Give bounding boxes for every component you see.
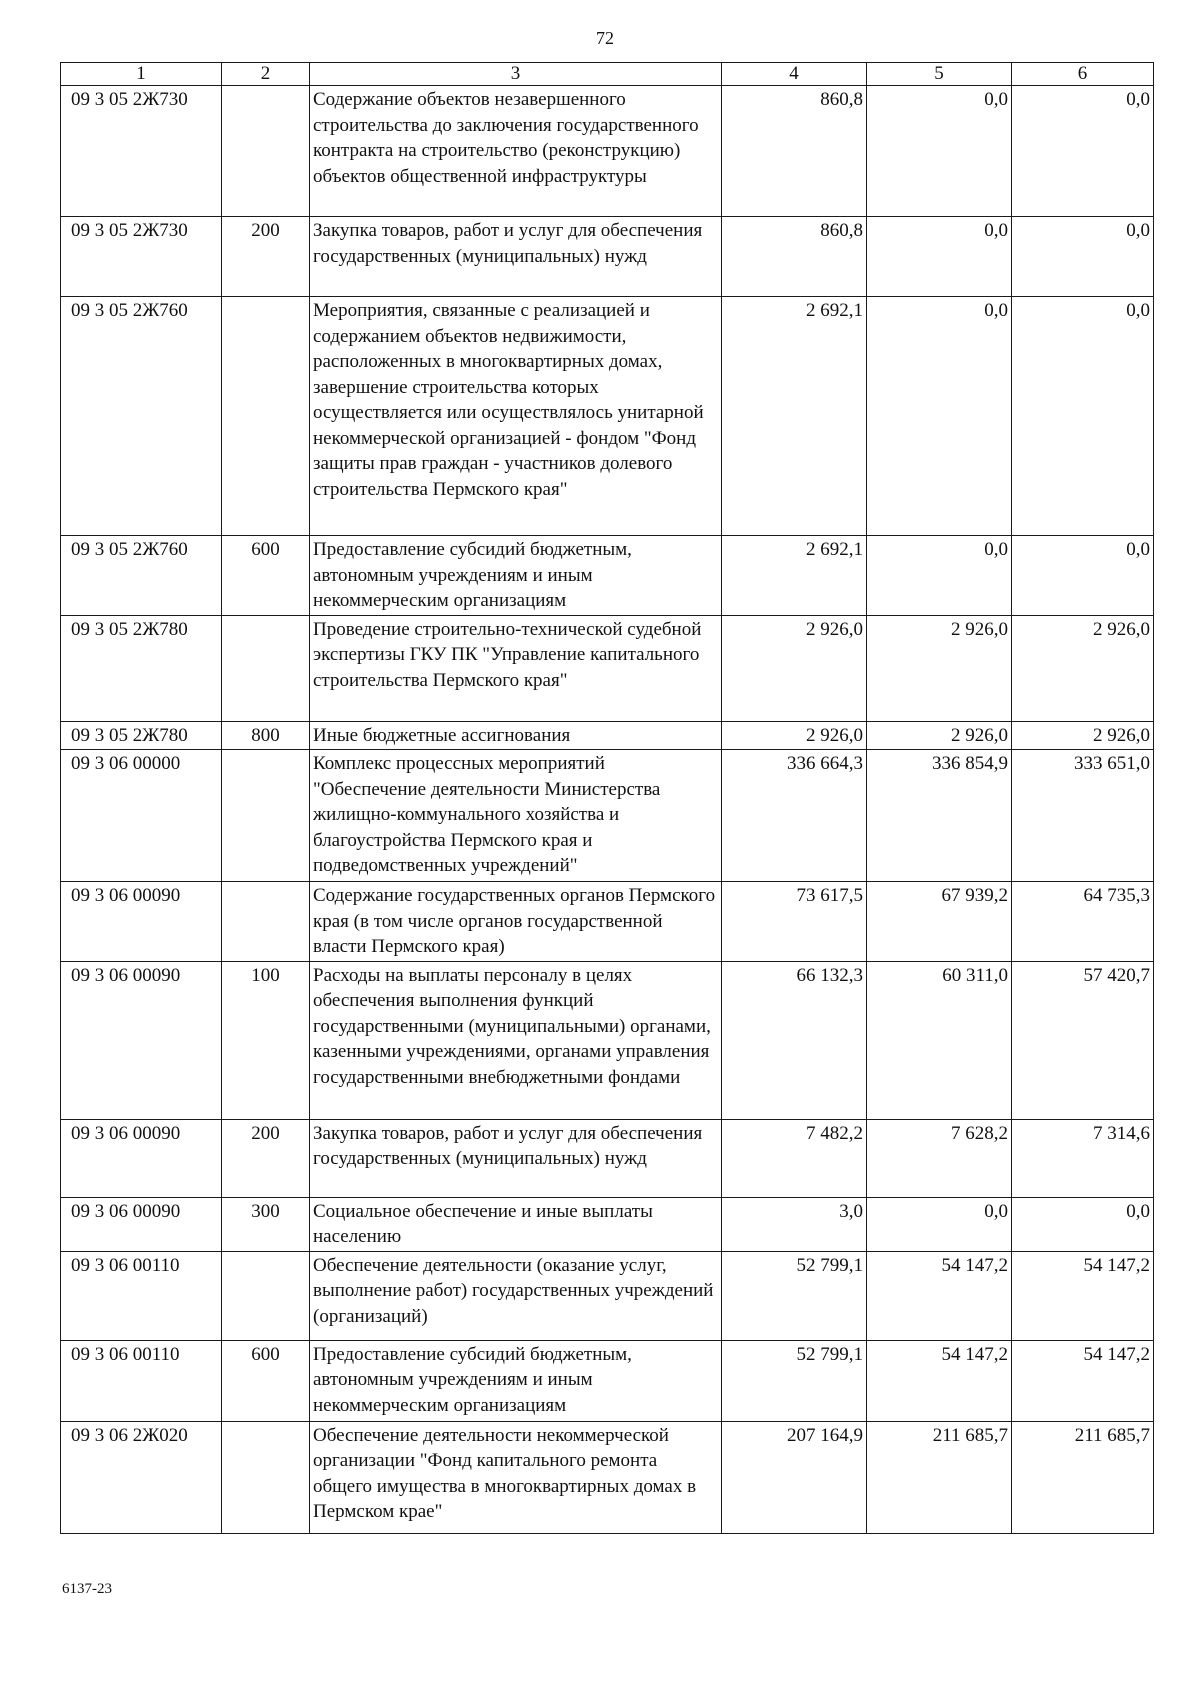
value-cell-4: 2 926,0 (722, 615, 867, 721)
value-cell-4: 2 692,1 (722, 536, 867, 616)
value-cell-4: 860,8 (722, 217, 867, 297)
name-cell: Содержание государственных органов Пермского края (в том числе органов государственной власти Пермского края) (310, 882, 722, 962)
value-cell-6: 54 147,2 (1012, 1251, 1154, 1340)
code-cell: 09 3 06 00000 (61, 750, 222, 882)
type-cell (222, 882, 310, 962)
value-cell-6: 0,0 (1012, 1197, 1154, 1251)
value-cell-5: 7 628,2 (867, 1119, 1012, 1197)
value-cell-4: 336 664,3 (722, 750, 867, 882)
type-cell (222, 86, 310, 217)
value-cell-5: 67 939,2 (867, 882, 1012, 962)
value-cell-4: 860,8 (722, 86, 867, 217)
name-cell: Проведение строительно-технической судебной экспертизы ГКУ ПК "Управление капитального строительства Пермского края" (310, 615, 722, 721)
name-cell: Обеспечение деятельности некоммерческой организации "Фонд капитального ремонта общего имущества в многоквартирных домах в Пермском крае" (310, 1421, 722, 1533)
type-cell: 600 (222, 1340, 310, 1421)
table-row (61, 1340, 1154, 1421)
code-cell: 09 3 05 2Ж730 (61, 217, 222, 297)
value-cell-5: 2 926,0 (867, 615, 1012, 721)
code-cell: 09 3 05 2Ж760 (61, 297, 222, 536)
code-cell: 09 3 06 00090 (61, 961, 222, 1119)
budget-table (60, 62, 1154, 1534)
value-cell-6: 0,0 (1012, 297, 1154, 536)
value-cell-5: 54 147,2 (867, 1251, 1012, 1340)
value-cell-4: 73 617,5 (722, 882, 867, 962)
type-cell: 100 (222, 961, 310, 1119)
value-cell-5: 2 926,0 (867, 721, 1012, 750)
document-footer-code: 6137-23 (62, 1581, 112, 1597)
code-cell: 09 3 05 2Ж780 (61, 721, 222, 750)
column-header: 2 (222, 63, 310, 86)
column-header: 5 (867, 63, 1012, 86)
name-cell: Содержание объектов незавершенного строительства до заключения государственного контракта на строительство (реконструкцию) объектов общественной инфраструктуры (310, 86, 722, 217)
type-cell: 600 (222, 536, 310, 616)
type-cell (222, 1251, 310, 1340)
value-cell-4: 2 926,0 (722, 721, 867, 750)
table-row (61, 86, 1154, 217)
value-cell-6: 54 147,2 (1012, 1340, 1154, 1421)
table-row (61, 1251, 1154, 1340)
table-row (61, 1421, 1154, 1533)
table-row (61, 961, 1154, 1119)
code-cell: 09 3 06 00090 (61, 1119, 222, 1197)
value-cell-5: 0,0 (867, 297, 1012, 536)
value-cell-5: 60 311,0 (867, 961, 1012, 1119)
value-cell-6: 0,0 (1012, 536, 1154, 616)
value-cell-5: 0,0 (867, 536, 1012, 616)
table-row (61, 536, 1154, 616)
table-row (61, 297, 1154, 536)
column-header: 6 (1012, 63, 1154, 86)
name-cell: Предоставление субсидий бюджетным, автономным учреждениям и иным некоммерческим организациям (310, 1340, 722, 1421)
value-cell-6: 0,0 (1012, 86, 1154, 217)
type-cell (222, 750, 310, 882)
value-cell-5: 0,0 (867, 86, 1012, 217)
type-cell (222, 1421, 310, 1533)
name-cell: Мероприятия, связанные с реализацией и содержанием объектов недвижимости, расположенных в многоквартирных домах, завершение строительства которых осуществляется или осуществлялось унитарной некоммерческой организацией - фондом "Фонд защиты прав граждан - участников долевого строительства Пермского края" (310, 297, 722, 536)
value-cell-5: 54 147,2 (867, 1340, 1012, 1421)
name-cell: Обеспечение деятельности (оказание услуг, выполнение работ) государственных учреждений (организаций) (310, 1251, 722, 1340)
name-cell: Социальное обеспечение и иные выплаты населению (310, 1197, 722, 1251)
value-cell-4: 3,0 (722, 1197, 867, 1251)
value-cell-4: 66 132,3 (722, 961, 867, 1119)
table-row (61, 615, 1154, 721)
type-cell (222, 615, 310, 721)
table-row (61, 1119, 1154, 1197)
value-cell-5: 0,0 (867, 1197, 1012, 1251)
value-cell-4: 52 799,1 (722, 1251, 867, 1340)
table-row (61, 750, 1154, 882)
value-cell-4: 7 482,2 (722, 1119, 867, 1197)
table-row (61, 882, 1154, 962)
code-cell: 09 3 05 2Ж760 (61, 536, 222, 616)
value-cell-6: 2 926,0 (1012, 721, 1154, 750)
column-header: 4 (722, 63, 867, 86)
name-cell: Иные бюджетные ассигнования (310, 721, 722, 750)
name-cell: Предоставление субсидий бюджетным, автономным учреждениям и иным некоммерческим организациям (310, 536, 722, 616)
code-cell: 09 3 06 00110 (61, 1251, 222, 1340)
page-number: 72 (596, 28, 614, 48)
type-cell: 300 (222, 1197, 310, 1251)
code-cell: 09 3 06 00110 (61, 1340, 222, 1421)
code-cell: 09 3 06 00090 (61, 882, 222, 962)
column-header: 3 (310, 63, 722, 86)
value-cell-4: 207 164,9 (722, 1421, 867, 1533)
value-cell-6: 2 926,0 (1012, 615, 1154, 721)
type-cell: 800 (222, 721, 310, 750)
value-cell-4: 52 799,1 (722, 1340, 867, 1421)
name-cell: Расходы на выплаты персоналу в целях обеспечения выполнения функций государственными (муниципальными) органами, казенными учреждениями, органами управления государственными внебюджетными фондами (310, 961, 722, 1119)
code-cell: 09 3 06 00090 (61, 1197, 222, 1251)
value-cell-6: 57 420,7 (1012, 961, 1154, 1119)
value-cell-5: 211 685,7 (867, 1421, 1012, 1533)
name-cell: Закупка товаров, работ и услуг для обеспечения государственных (муниципальных) нужд (310, 1119, 722, 1197)
value-cell-6: 7 314,6 (1012, 1119, 1154, 1197)
table-row (61, 1197, 1154, 1251)
code-cell: 09 3 06 2Ж020 (61, 1421, 222, 1533)
column-header: 1 (61, 63, 222, 86)
name-cell: Комплекс процессных мероприятий "Обеспечение деятельности Министерства жилищно-коммунального хозяйства и благоустройства Пермского края и подведомственных учреждений" (310, 750, 722, 882)
value-cell-6: 211 685,7 (1012, 1421, 1154, 1533)
type-cell: 200 (222, 1119, 310, 1197)
name-cell: Закупка товаров, работ и услуг для обеспечения государственных (муниципальных) нужд (310, 217, 722, 297)
table-row (61, 217, 1154, 297)
value-cell-5: 0,0 (867, 217, 1012, 297)
value-cell-6: 333 651,0 (1012, 750, 1154, 882)
type-cell: 200 (222, 217, 310, 297)
value-cell-6: 64 735,3 (1012, 882, 1154, 962)
table-row (61, 721, 1154, 750)
value-cell-6: 0,0 (1012, 217, 1154, 297)
code-cell: 09 3 05 2Ж780 (61, 615, 222, 721)
value-cell-5: 336 854,9 (867, 750, 1012, 882)
value-cell-4: 2 692,1 (722, 297, 867, 536)
type-cell (222, 297, 310, 536)
header-row (61, 63, 1154, 86)
code-cell: 09 3 05 2Ж730 (61, 86, 222, 217)
